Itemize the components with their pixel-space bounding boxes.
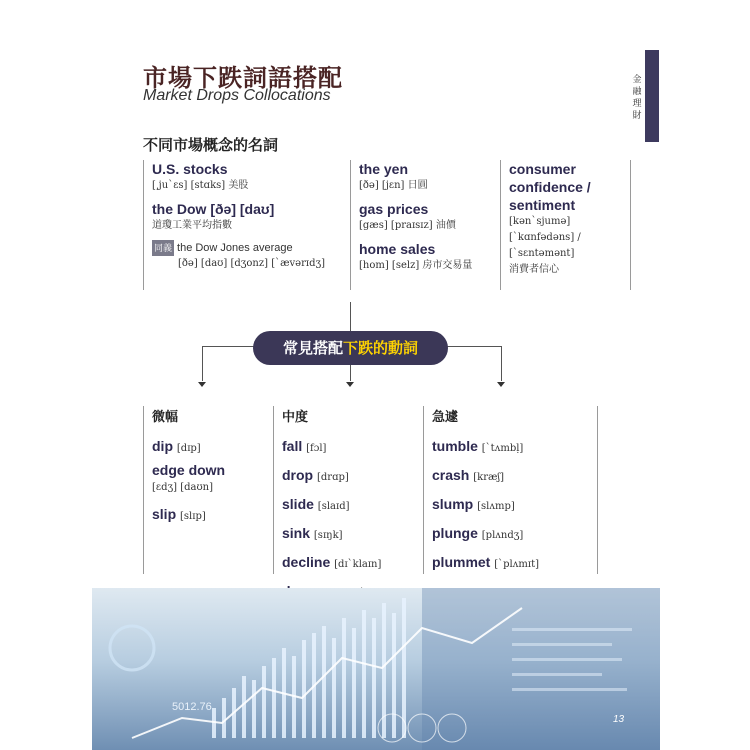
noun-column-3 bbox=[500, 160, 619, 290]
noun-us-stocks-ipa: [͵ju`ɛs] [stɑks] 美股 bbox=[152, 180, 249, 191]
noun-home-sales: home sales bbox=[359, 241, 436, 257]
verbs-banner-prefix: 常見搭配 bbox=[282, 339, 343, 357]
verb-item: crash [kræʃ] bbox=[432, 467, 505, 483]
synonym-word: the Dow Jones average bbox=[177, 242, 293, 254]
column-divider bbox=[630, 160, 631, 290]
noun-confidence: confidence / bbox=[509, 179, 591, 195]
side-label: 金融理財 bbox=[632, 75, 642, 121]
page-title: 市場下跌詞語搭配 bbox=[143, 64, 343, 92]
synonym-row bbox=[152, 240, 342, 256]
stock-chart-illustration bbox=[92, 588, 660, 750]
page-number: 13 bbox=[613, 714, 625, 725]
photo-index-label: 5012.76 bbox=[172, 701, 212, 713]
verb-dip: dip [dɪp] bbox=[152, 438, 201, 454]
noun-us-stocks: U.S. stocks bbox=[152, 161, 228, 177]
verb-edge-down: edge down bbox=[152, 462, 226, 478]
verb-item: tumble [`tʌmbḷ] bbox=[432, 438, 524, 454]
noun-column-1 bbox=[143, 160, 342, 290]
verb-item: plummet [`plʌmɪt] bbox=[432, 554, 539, 570]
synonym-badge: 同義 bbox=[152, 240, 174, 256]
verb-column-sharp bbox=[423, 406, 598, 574]
side-tab bbox=[645, 50, 659, 142]
verbs-banner-highlight: 下跌的動詞 bbox=[343, 339, 419, 357]
connector-right bbox=[501, 346, 502, 381]
connector-middle bbox=[350, 364, 351, 381]
connector-top bbox=[350, 302, 351, 332]
verb-edge-down-ipa: [ɛdʒ] [daʊn] bbox=[152, 482, 214, 493]
connector-left bbox=[202, 346, 203, 381]
verb-column-moderate bbox=[273, 406, 422, 574]
verb-column-heading: 急遽 bbox=[432, 410, 459, 425]
verb-item: slide [slaɪd] bbox=[282, 496, 350, 512]
noun-column-2 bbox=[350, 160, 494, 290]
verb-column-heading: 微幅 bbox=[152, 410, 179, 425]
noun-consumer-zh: 消費者信心 bbox=[509, 264, 559, 275]
noun-home-sales-ipa: [hom] [selz] 房市交易量 bbox=[359, 260, 473, 271]
noun-the-yen: the yen bbox=[359, 161, 409, 177]
noun-gas-prices-ipa: [gæs] [praɪsɪz] 油價 bbox=[359, 220, 456, 231]
verb-item: drop [drɑp] bbox=[282, 467, 349, 483]
noun-the-yen-ipa: [ðə] [jɛn] 日圓 bbox=[359, 180, 428, 191]
arrow-down-icon bbox=[497, 382, 505, 387]
nouns-heading: 不同市場概念的名詞 bbox=[143, 136, 279, 154]
verb-item: slump [slʌmp] bbox=[432, 496, 515, 512]
verbs-banner bbox=[253, 331, 448, 365]
noun-confidence-ipa: [`kɑnfədəns] / bbox=[509, 232, 581, 243]
verb-item: sink [sɪŋk] bbox=[282, 525, 343, 541]
finance-photo bbox=[92, 588, 660, 750]
noun-the-dow: the Dow [ðə] [daʊ] bbox=[152, 201, 275, 217]
verb-column-slight bbox=[143, 406, 272, 574]
verb-item: fall [fɔl] bbox=[282, 438, 327, 454]
synonym-ipa: [ðə] [daʊ] [dʒonz] [`ævərɪdʒ] bbox=[178, 258, 326, 269]
noun-sentiment: sentiment bbox=[509, 197, 576, 213]
noun-consumer: consumer bbox=[509, 161, 576, 177]
verb-slip: slip [slɪp] bbox=[152, 506, 206, 522]
arrow-down-icon bbox=[198, 382, 206, 387]
page-subtitle: Market Drops Collocations bbox=[143, 87, 331, 104]
verb-item: decline [dɪ`klaɪn] bbox=[282, 554, 382, 570]
verb-column-heading: 中度 bbox=[282, 410, 309, 425]
noun-consumer-ipa: [kən`sjumə] bbox=[509, 216, 571, 227]
noun-gas-prices: gas prices bbox=[359, 201, 429, 217]
noun-sentiment-ipa: [`sɛntəmənt] bbox=[509, 248, 575, 259]
arrow-down-icon bbox=[346, 382, 354, 387]
verb-item: plunge [plʌndʒ] bbox=[432, 525, 524, 541]
noun-the-dow-zh: 道瓊工業平均指數 bbox=[152, 220, 232, 231]
